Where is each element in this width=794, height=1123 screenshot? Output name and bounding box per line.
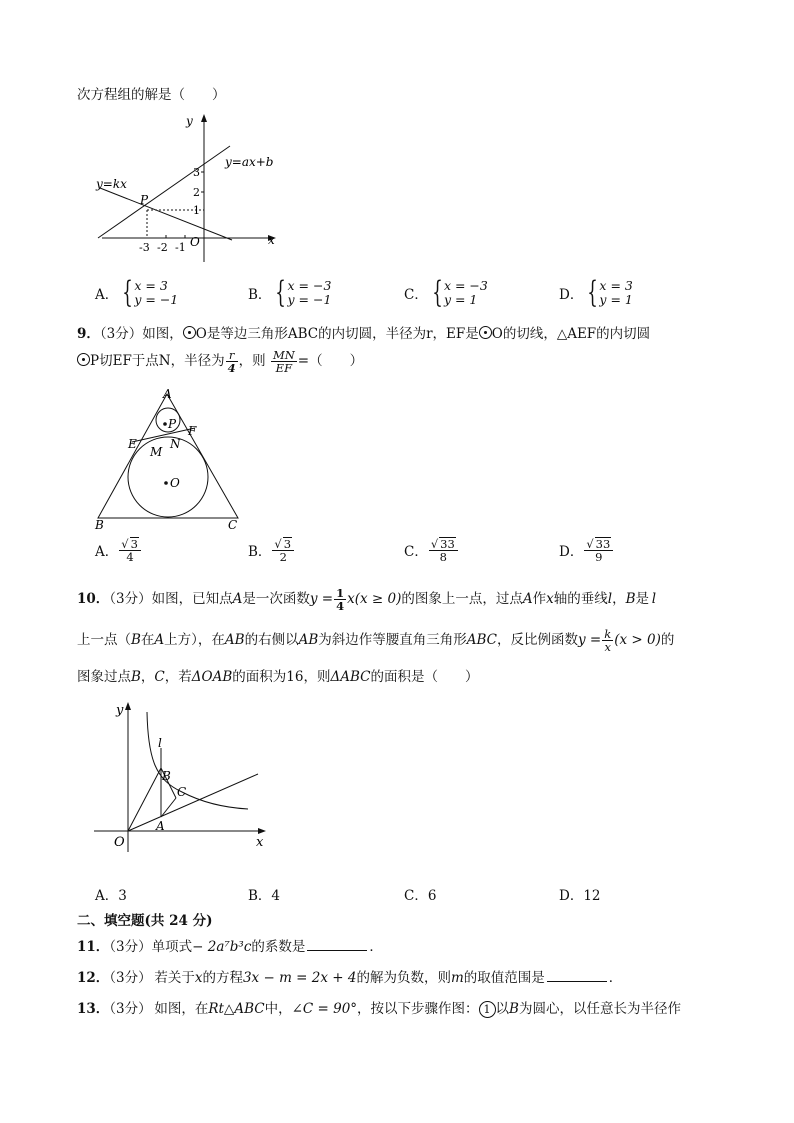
option-system: x = −3 y = −1	[287, 278, 332, 307]
q8-point-label: P	[140, 193, 149, 207]
step-number-icon: 1	[479, 1001, 496, 1018]
q8-xtick-neg2: -2	[157, 241, 168, 254]
q10-stem-line3: 图象过点B，C，若ΔOAB的面积为16，则ΔABC的面积是（ ）	[77, 669, 479, 685]
q8-xtick-neg3: -3	[139, 241, 150, 254]
brace-icon: {	[587, 275, 599, 310]
q9-label-b: B	[95, 518, 104, 532]
q10-option-b[interactable]: B．4	[248, 888, 281, 904]
section-heading: 二、填空题(共 24 分)	[77, 913, 213, 929]
q10-figure	[90, 700, 275, 855]
brace-icon: {	[275, 275, 287, 310]
sqrt-fraction: $\frac{√ 33}{9}$	[584, 537, 613, 563]
q9-label-e: E	[128, 437, 137, 451]
circle-dot-icon	[183, 326, 196, 339]
option-letter: B．	[248, 287, 272, 303]
q9-number: 9．	[77, 326, 100, 342]
option-letter: C．	[404, 287, 428, 303]
option-letter: A．	[95, 287, 119, 303]
q10-x-axis-label: x	[256, 835, 264, 850]
q8-option-c[interactable]	[404, 275, 488, 310]
q13-stem: 13．（3分） 如图，在Rt△ABC中，∠C = 90°，按以下步骤作图： 1 以B为圆心，以任意长为半径作	[77, 1001, 681, 1017]
q10-option-d[interactable]: D．12	[559, 888, 601, 904]
r-over-4-fraction: $\frac{r}{4}$	[227, 348, 236, 375]
q8-xtick-neg1: -1	[175, 241, 186, 254]
q8-line2-label: y=kx	[96, 177, 127, 191]
q10-option-c[interactable]: C．6	[404, 888, 437, 904]
q9-stem-line2: P切EF于点N，半径为 $\frac{r}{4}$ ，则 $\frac{MN}{EF}$ =（ ）	[77, 349, 363, 374]
q8-stem-tail: 次方程组的解是（ ）	[77, 87, 226, 103]
q8-origin-label: O	[190, 235, 200, 249]
q8-line1-label: y=ax+b	[225, 155, 274, 169]
sqrt-fraction: $\frac{√ 33}{8}$	[429, 537, 458, 563]
q9-figure	[90, 384, 250, 534]
q8-y-axis-label: y	[186, 114, 193, 128]
q10-stem-line2: 上一点（B在A上方），在AB的右侧以AB为斜边作等腰直角三角形ABC，反比例函数y = $\frac{k}{x}$ (x > 0)的	[77, 627, 675, 654]
q9-option-a[interactable]: A． $\frac{√ 3}{4}$	[95, 537, 142, 563]
q9-label-n: N	[170, 437, 181, 451]
q8-x-axis-label: x	[268, 233, 275, 247]
q9-option-d[interactable]: D． $\frac{√ 33}{9}$	[559, 537, 614, 563]
q10-stem-line1: 10．（3分）如图，已知点A是一次函数y = $\frac{1}{4}$ x(x ≥ 0)的图象上一点，过点A作x轴的垂线l，B是 l	[77, 586, 657, 613]
q10-label-l: l	[158, 736, 162, 750]
q9-label-m: M	[150, 445, 163, 459]
q8-option-b[interactable]	[248, 275, 332, 310]
one-fourth-fraction: $\frac{1}{4}$	[336, 586, 345, 613]
q9-option-b[interactable]: B． $\frac{√ 3}{2}$	[248, 537, 295, 563]
q10-label-a: A	[156, 819, 165, 833]
mn-over-ef-fraction: $\frac{MN}{EF}$	[272, 348, 295, 375]
circle-dot-icon	[77, 353, 90, 366]
q9-stem-line1: 9．（3分）如图， O是等边三角形ABC的内切圆，半径为r，EF是 O的切线，△AEF的内切圆	[77, 326, 651, 342]
q11-stem: 11．（3分）单项式− 2a⁷b³c的系数是 ．	[77, 939, 383, 955]
q8-option-a[interactable]	[95, 275, 179, 310]
circle-dot-icon	[479, 326, 492, 339]
q9-label-f: F	[188, 424, 197, 438]
q8-figure	[90, 112, 290, 267]
q9-label-a: A	[163, 387, 172, 401]
brace-icon: {	[122, 275, 134, 310]
q8-ytick-2: 2	[193, 186, 200, 199]
q8-ytick-1: 1	[193, 204, 200, 217]
option-system: x = 3 y = 1	[599, 278, 633, 307]
q11-answer-blank[interactable]	[307, 938, 367, 951]
option-system: x = 3 y = −1	[134, 278, 179, 307]
q12-answer-blank[interactable]	[547, 969, 607, 982]
q9-label-o: O	[170, 476, 180, 490]
q8-ytick-3: 3	[193, 166, 200, 179]
q12-stem: 12．（3分） 若关于x的方程3x − m = 2x + 4的解为负数，则m的取值范围是 ．	[77, 970, 623, 986]
option-system: x = −3 y = 1	[443, 278, 488, 307]
brace-icon: {	[432, 275, 443, 310]
q10-option-a[interactable]: A．3	[95, 888, 127, 904]
sqrt-fraction: $\frac{√ 3}{4}$	[119, 537, 141, 563]
q9-label-c: C	[228, 518, 238, 532]
option-letter: D．	[559, 287, 584, 303]
q9-label-p: P	[168, 417, 177, 431]
q10-label-b: B	[162, 769, 171, 783]
q10-label-c: C	[177, 785, 187, 799]
k-over-x-fraction: $\frac{k}{x}$	[604, 627, 612, 654]
q8-option-d[interactable]	[559, 275, 633, 310]
q10-label-o: O	[114, 835, 125, 850]
sqrt-fraction: $\frac{√ 3}{2}$	[272, 537, 294, 563]
q9-option-c[interactable]: C． $\frac{√ 33}{8}$	[404, 537, 459, 563]
q10-y-axis-label: y	[116, 703, 124, 718]
q9-score: （3分）	[99, 326, 143, 342]
